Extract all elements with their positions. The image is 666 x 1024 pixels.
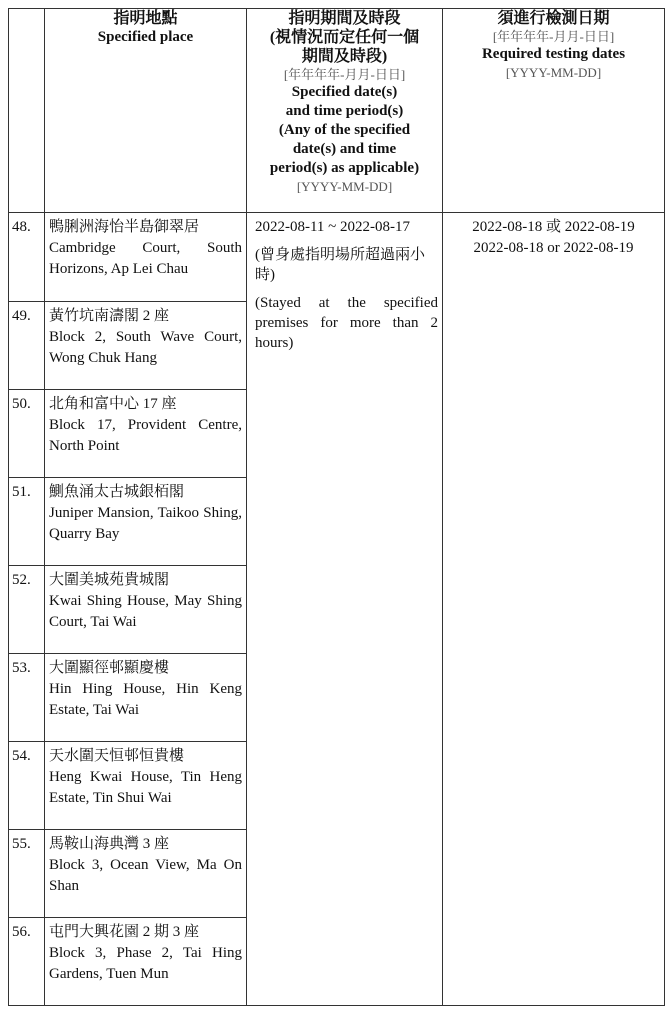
header-period-cell bbox=[247, 9, 443, 213]
period-cell bbox=[247, 213, 443, 1006]
row-number: 56. bbox=[9, 918, 45, 1006]
header-period-format-cn: [年年年年-月月-日日] bbox=[283, 67, 406, 82]
place-cn: 大圍顯徑邨顯慶樓 bbox=[49, 660, 170, 676]
place-en: Block 3, Phase 2, Tai Hing Gardens, Tuen Mun bbox=[49, 945, 242, 982]
row-number: 51. bbox=[9, 478, 45, 566]
row-number: 53. bbox=[9, 654, 45, 742]
header-dates-format-cn: [年年年年-月月-日日] bbox=[492, 29, 615, 44]
place-cn: 大圍美城苑貴城閣 bbox=[49, 572, 170, 588]
period-note-en: (Stayed at the specified premises for more than 2 hours) bbox=[255, 295, 438, 351]
place-cn: 屯門大興花園 2 期 3 座 bbox=[49, 924, 200, 940]
testing-dates-en: 2022-08-18 or 2022-08-19 bbox=[473, 240, 634, 256]
place-en: Heng Kwai House, Tin Heng Estate, Tin Shui Wai bbox=[49, 769, 242, 806]
place-cell bbox=[45, 478, 247, 566]
header-period-en-2: and time period(s) bbox=[285, 103, 404, 119]
testing-dates-cn: 2022-08-18 或 2022-08-19 bbox=[472, 219, 635, 235]
place-cn: 天水圍天恒邨恒貴樓 bbox=[49, 748, 185, 764]
row-number: 54. bbox=[9, 742, 45, 830]
place-en: Cambridge Court, South Horizons, Ap Lei Chau bbox=[49, 240, 242, 277]
header-period-en-5: period(s) as applicable) bbox=[269, 160, 420, 176]
place-cell bbox=[45, 302, 247, 390]
header-num-cell bbox=[9, 9, 45, 213]
header-period-cn-1: 指明期間及時段 bbox=[288, 10, 401, 27]
place-cn: 馬鞍山海典灣 3 座 bbox=[49, 836, 170, 852]
row-number: 55. bbox=[9, 830, 45, 918]
header-period-en-1: Specified date(s) bbox=[291, 84, 398, 100]
place-en: Block 17, Provident Centre, North Point bbox=[49, 417, 242, 454]
place-cn: 鰂魚涌太古城銀栢閣 bbox=[49, 484, 185, 500]
place-cell bbox=[45, 918, 247, 1006]
header-dates-cell bbox=[443, 9, 665, 213]
header-place-en: Specified place bbox=[97, 29, 194, 45]
place-en: Block 3, Ocean View, Ma On Shan bbox=[49, 857, 242, 894]
place-cn: 鴨脷洲海怡半島御翠居 bbox=[49, 219, 200, 235]
place-cell bbox=[45, 654, 247, 742]
header-place-cell bbox=[45, 9, 247, 213]
header-dates-cn: 須進行檢測日期 bbox=[497, 10, 610, 27]
header-period-format-en: [YYYY-MM-DD] bbox=[296, 179, 393, 194]
header-place-cn: 指明地點 bbox=[113, 10, 178, 27]
place-en: Hin Hing House, Hin Keng Estate, Tai Wai bbox=[49, 681, 242, 718]
row-number: 49. bbox=[9, 302, 45, 390]
header-period-en-3: (Any of the specified bbox=[278, 122, 411, 138]
header-dates-en: Required testing dates bbox=[481, 46, 626, 62]
header-dates-format-en: [YYYY-MM-DD] bbox=[505, 65, 602, 80]
table-row bbox=[9, 213, 665, 302]
place-cn: 黃竹坑南濤閣 2 座 bbox=[49, 308, 170, 324]
row-number: 48. bbox=[9, 213, 45, 302]
header-row bbox=[9, 9, 665, 213]
specified-places-table bbox=[8, 8, 665, 1006]
testing-dates-cell bbox=[443, 213, 665, 1006]
place-en: Block 2, South Wave Court, Wong Chuk Hang bbox=[49, 329, 242, 366]
place-cell bbox=[45, 742, 247, 830]
place-cell bbox=[45, 213, 247, 302]
row-number: 52. bbox=[9, 566, 45, 654]
period-note-cn: (曾身處指明場所超過兩小時) bbox=[255, 247, 425, 283]
place-cn: 北角和富中心 17 座 bbox=[49, 396, 177, 412]
row-number: 50. bbox=[9, 390, 45, 478]
period-range: 2022-08-11 ~ 2022-08-17 bbox=[255, 219, 411, 235]
place-cell bbox=[45, 390, 247, 478]
header-period-cn-2: (視情況而定任何一個 bbox=[269, 29, 420, 46]
place-cell bbox=[45, 830, 247, 918]
place-en: Juniper Mansion, Taikoo Shing, Quarry Bay bbox=[49, 505, 242, 542]
header-period-cn-3: 期間及時段) bbox=[301, 48, 388, 65]
header-period-en-4: date(s) and time bbox=[292, 141, 397, 157]
place-en: Kwai Shing House, May Shing Court, Tai Wai bbox=[49, 593, 242, 630]
place-cell bbox=[45, 566, 247, 654]
